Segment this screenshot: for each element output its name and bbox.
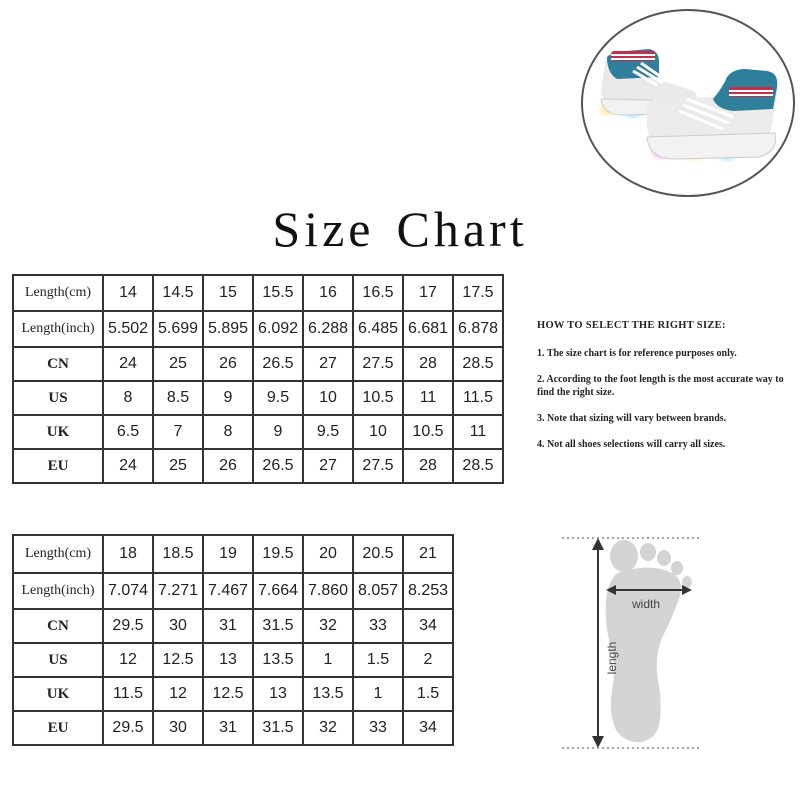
size-cell: 31	[203, 711, 253, 745]
row-label: UK	[13, 415, 103, 449]
size-cell: 27.5	[353, 449, 403, 483]
size-cell: 26.5	[253, 449, 303, 483]
size-cell: 6.485	[353, 311, 403, 347]
size-cell: 9.5	[303, 415, 353, 449]
size-cell: 32	[303, 609, 353, 643]
table-row	[13, 711, 453, 745]
page-title	[0, 200, 800, 258]
size-cell: 9.5	[253, 381, 303, 415]
row-label: US	[13, 381, 103, 415]
size-table-2	[12, 534, 454, 746]
width-label: width	[631, 597, 661, 611]
size-cell: 10.5	[403, 415, 453, 449]
size-cell: 30	[153, 711, 203, 745]
size-cell: 28	[403, 449, 453, 483]
size-cell: 16	[303, 275, 353, 311]
size-cell: 6.5	[103, 415, 153, 449]
size-cell: 14	[103, 275, 153, 311]
size-cell: 18	[103, 535, 153, 573]
size-cell: 6.092	[253, 311, 303, 347]
size-cell: 13.5	[253, 643, 303, 677]
size-cell: 24	[103, 347, 153, 381]
size-cell: 24	[103, 449, 153, 483]
length-arrow-icon	[592, 538, 604, 748]
row-label: Length(inch)	[13, 573, 103, 609]
product-photo	[581, 9, 795, 197]
size-cell: 21	[403, 535, 453, 573]
size-cell: 8	[203, 415, 253, 449]
size-cell: 18.5	[153, 535, 203, 573]
size-cell: 15.5	[253, 275, 303, 311]
title-word-chart: Chart	[396, 201, 528, 257]
size-cell: 11	[453, 415, 503, 449]
size-cell: 16.5	[353, 275, 403, 311]
row-label: Length(inch)	[13, 311, 103, 347]
size-cell: 28	[403, 347, 453, 381]
table-row	[13, 449, 503, 483]
note-item-4: 4. Not all shoes selections will carry all sizes.	[537, 439, 726, 450]
size-cell: 9	[253, 415, 303, 449]
note-item-1: 1. The size chart is for reference purposes only.	[537, 348, 737, 359]
size-cell: 31.5	[253, 609, 303, 643]
led-sneakers-image	[583, 11, 793, 195]
row-label: Length(cm)	[13, 535, 103, 573]
table-row	[13, 275, 503, 311]
size-table-1-body	[13, 275, 503, 483]
size-cell: 29.5	[103, 711, 153, 745]
size-cell: 29.5	[103, 609, 153, 643]
size-cell: 12	[153, 677, 203, 711]
row-label: EU	[13, 449, 103, 483]
size-cell: 5.895	[203, 311, 253, 347]
size-cell: 5.699	[153, 311, 203, 347]
table-row	[13, 311, 503, 347]
size-cell: 13	[253, 677, 303, 711]
size-cell: 27	[303, 347, 353, 381]
size-cell: 11	[403, 381, 453, 415]
size-cell: 7	[153, 415, 203, 449]
length-label: length	[605, 641, 619, 675]
size-cell: 20	[303, 535, 353, 573]
row-label: CN	[13, 347, 103, 381]
size-cell: 25	[153, 347, 203, 381]
size-cell: 10.5	[353, 381, 403, 415]
size-cell: 13	[203, 643, 253, 677]
size-cell: 17	[403, 275, 453, 311]
size-cell: 1	[303, 643, 353, 677]
size-cell: 31.5	[253, 711, 303, 745]
row-label: Length(cm)	[13, 275, 103, 311]
size-cell: 19.5	[253, 535, 303, 573]
size-cell: 12.5	[203, 677, 253, 711]
size-cell: 7.860	[303, 573, 353, 609]
size-cell: 26	[203, 449, 253, 483]
row-label: EU	[13, 711, 103, 745]
size-cell: 6.681	[403, 311, 453, 347]
size-cell: 5.502	[103, 311, 153, 347]
notes-title: HOW TO SELECT THE RIGHT SIZE:	[537, 320, 726, 331]
table-row	[13, 535, 453, 573]
note-item-2: 2. According to the foot length is the most accurate way to find the right size.	[537, 374, 784, 398]
size-cell: 1.5	[353, 643, 403, 677]
size-cell: 6.288	[303, 311, 353, 347]
size-cell: 10	[353, 415, 403, 449]
row-label: CN	[13, 609, 103, 643]
size-table-2-body	[13, 535, 453, 745]
table-row	[13, 643, 453, 677]
row-label: UK	[13, 677, 103, 711]
size-cell: 28.5	[453, 347, 503, 381]
size-cell: 7.664	[253, 573, 303, 609]
size-cell: 1.5	[403, 677, 453, 711]
size-cell: 19	[203, 535, 253, 573]
size-cell: 15	[203, 275, 253, 311]
size-cell: 12	[103, 643, 153, 677]
title-word-size: Size	[272, 201, 375, 257]
size-table-1	[12, 274, 504, 484]
size-cell: 1	[353, 677, 403, 711]
note-item-3: 3. Note that sizing will vary between brands.	[537, 413, 727, 424]
row-label: US	[13, 643, 103, 677]
size-cell: 33	[353, 609, 403, 643]
size-cell: 28.5	[453, 449, 503, 483]
table-row	[13, 347, 503, 381]
size-cell: 30	[153, 609, 203, 643]
table-row	[13, 609, 453, 643]
size-cell: 34	[403, 609, 453, 643]
size-cell: 8.5	[153, 381, 203, 415]
size-cell: 7.271	[153, 573, 203, 609]
table-row	[13, 415, 503, 449]
size-cell: 27.5	[353, 347, 403, 381]
size-cell: 11.5	[453, 381, 503, 415]
table-row	[13, 573, 453, 609]
size-cell: 32	[303, 711, 353, 745]
size-cell: 2	[403, 643, 453, 677]
size-cell: 14.5	[153, 275, 203, 311]
size-cell: 27	[303, 449, 353, 483]
size-cell: 17.5	[453, 275, 503, 311]
foot-silhouette-icon	[606, 540, 692, 742]
table-row	[13, 381, 503, 415]
size-cell: 20.5	[353, 535, 403, 573]
size-cell: 26	[203, 347, 253, 381]
size-cell: 25	[153, 449, 203, 483]
size-cell: 9	[203, 381, 253, 415]
size-cell: 8.057	[353, 573, 403, 609]
size-cell: 34	[403, 711, 453, 745]
size-cell: 31	[203, 609, 253, 643]
size-cell: 26.5	[253, 347, 303, 381]
foot-measurement-diagram	[550, 530, 710, 760]
size-cell: 13.5	[303, 677, 353, 711]
size-guide-notes	[537, 320, 795, 464]
size-cell: 12.5	[153, 643, 203, 677]
size-cell: 11.5	[103, 677, 153, 711]
size-cell: 8.253	[403, 573, 453, 609]
size-cell: 7.467	[203, 573, 253, 609]
size-cell: 33	[353, 711, 403, 745]
size-cell: 6.878	[453, 311, 503, 347]
size-cell: 7.074	[103, 573, 153, 609]
table-row	[13, 677, 453, 711]
size-cell: 10	[303, 381, 353, 415]
size-cell: 8	[103, 381, 153, 415]
